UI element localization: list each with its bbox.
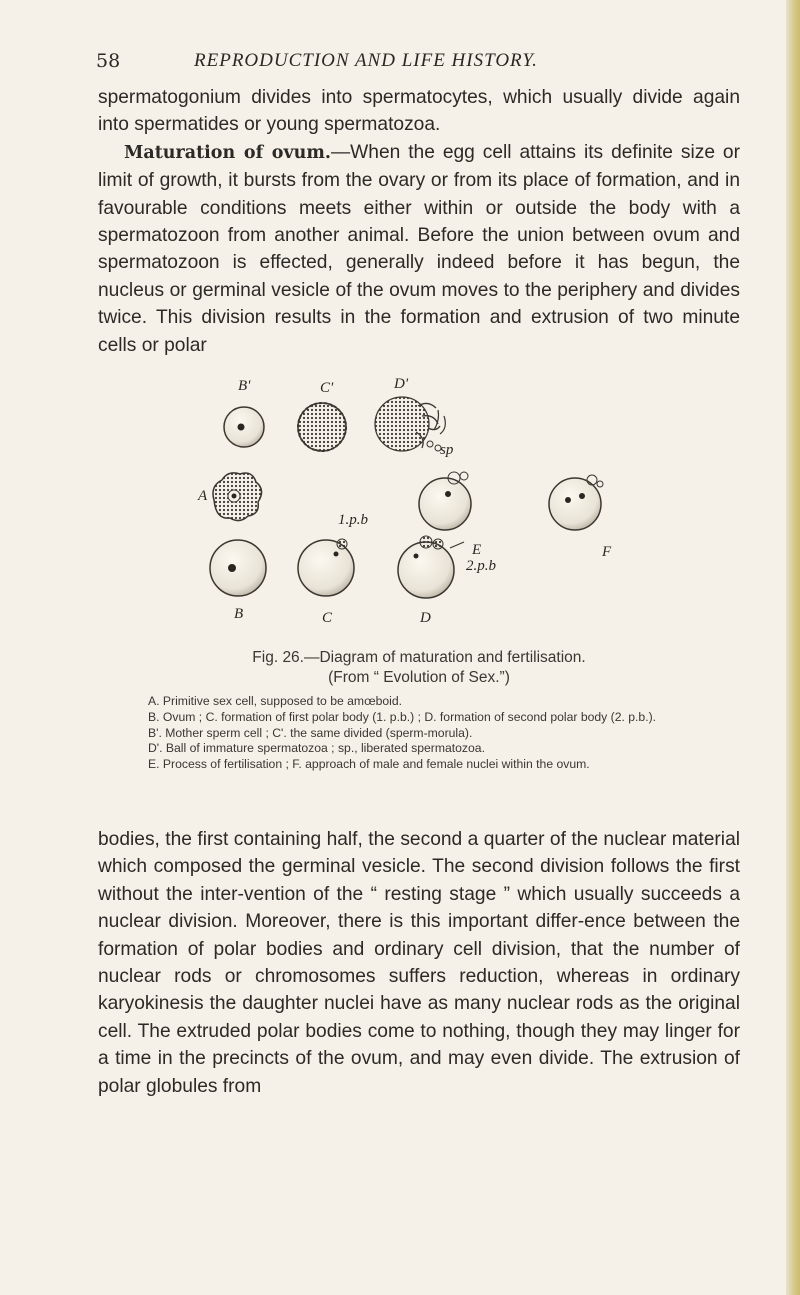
paragraph-continued: spermatogonium divides into spermatocytes, which usually divide again into spermatides or young spermatozoa.	[98, 87, 740, 136]
label-d: D	[420, 610, 431, 626]
paragraph-text: —When the egg cell attains its definite size or limit of growth, it bursts from the ovary or from its place of formation, and in favourable conditions meets either within or outside the body with a spermatozoon from another animal. Before the union between ovum and spermatozoon is effected, generally indeed before it has begun, the nucleus or germinal vesicle of the ovum moves to the periphery and divides twice. This division results in the formation and extrusion of two minute cells or polar	[98, 141, 740, 356]
label-c: C	[322, 610, 333, 626]
figure-legend	[148, 694, 738, 773]
legend-entry: E. Process of fertilisation ; F. approach of male and female nuclei within the ovum.	[148, 757, 590, 772]
cell-b-prime	[224, 407, 264, 447]
label-sp: sp	[440, 442, 454, 458]
caption-source: (From “ Evolution of Sex.”)	[328, 669, 510, 686]
cell-a	[213, 473, 262, 521]
label-d-prime: D'	[394, 376, 409, 392]
cell-b	[210, 540, 266, 596]
paragraph-polar-bodies: bodies, the first containing half, the second a quarter of the nuclear material which composed the germinal vesicle. The second division follows the first without the inter-vention of the “ resting stage ” which usually succeeds a nuclear division. Moreover, there is this important differ-ence between the formation of polar bodies and ordinary cell division, that the number of nuclear rods or chromosomes suffers reduction, whereas in ordinary karyokinesis the daughter nuclei have as many nuclear rods as the original cell. The extruded polar bodies come to nothing, though they may linger for a time in the precincts of the ovum, and may even divide. The extrusion of polar globules from	[98, 829, 740, 1097]
cell-c	[298, 539, 354, 596]
label-2pb: 2.p.b	[466, 558, 496, 574]
label-f: F	[602, 544, 612, 560]
body-text-top	[98, 84, 740, 359]
paragraph-maturation	[98, 139, 740, 359]
figure-26-diagram	[190, 372, 650, 630]
cell-c-prime	[298, 403, 346, 451]
page-edge	[786, 0, 800, 1295]
label-b-prime: B'	[238, 378, 251, 394]
legend-entry: A. Primitive sex cell, supposed to be amœboid.	[148, 694, 403, 708]
legend-entry: B'. Mother sperm cell ; C'. the same divided (sperm-morula).	[148, 725, 473, 740]
cell-f	[549, 475, 603, 530]
maturation-diagram	[190, 372, 650, 630]
legend-entry: D'. Ball of immature spermatozoa ; sp., liberated spermatozoa.	[148, 741, 485, 756]
running-head: REPRODUCTION AND LIFE HISTORY.	[194, 50, 538, 71]
cell-d-middle	[419, 472, 471, 530]
label-1pb: 1.p.b	[338, 512, 368, 528]
label-b: B	[234, 606, 244, 622]
label-a: A	[198, 488, 208, 504]
page-header	[96, 50, 736, 80]
label-c-prime: C'	[320, 380, 334, 396]
cell-d	[398, 536, 464, 598]
page-number: 58	[96, 50, 121, 72]
cell-d-prime	[375, 397, 445, 451]
body-text-bottom	[98, 826, 740, 1100]
label-e: E	[472, 542, 482, 558]
caption-title: Fig. 26.—Diagram of maturation and fertilisation.	[252, 649, 586, 666]
side-heading: Maturation of ovum.	[124, 142, 331, 163]
figure-caption	[98, 648, 740, 688]
legend-entry: B. Ovum ; C. formation of first polar body (1. p.b.) ; D. formation of second polar body (2. p.b.).	[148, 709, 657, 724]
